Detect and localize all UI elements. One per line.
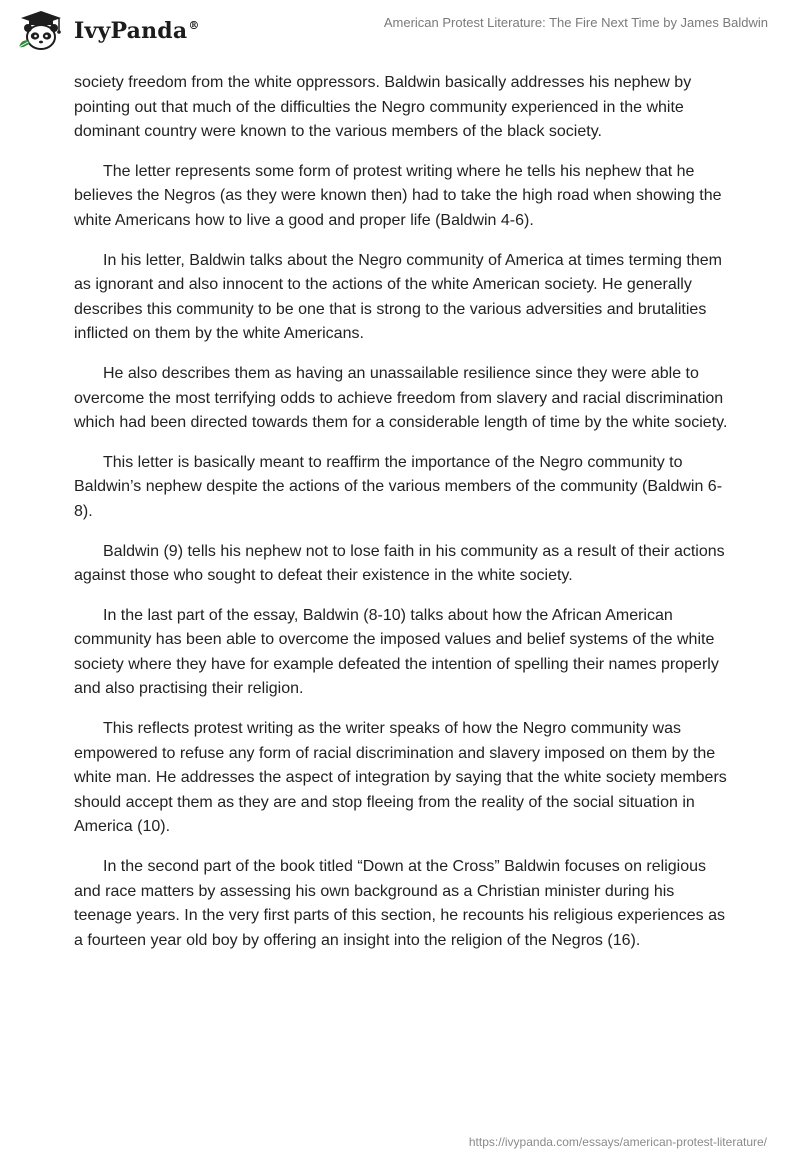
source-url[interactable]: https://ivypanda.com/essays/american-protest-literature/	[468, 1135, 767, 1149]
logo-wordmark	[74, 18, 200, 44]
paragraph-7: In the last part of the essay, Baldwin (8-10) talks about how the African American community has been able to overcome the imposed values and belief systems of the white society where they have for example defeated the intention of spelling their names properly and also practising their religion.	[74, 606, 719, 698]
document-title: American Protest Literature: The Fire Next Time by James Baldwin	[383, 15, 768, 30]
panda-graduate-icon	[14, 9, 68, 53]
page-header	[0, 0, 800, 60]
paragraph-5: This letter is basically meant to reaffirm the importance of the Negro community to Baldwin’s nephew despite the actions of the various members of the community (Baldwin 6-8).	[74, 453, 723, 520]
paragraph-9: In the second part of the book titled “Down at the Cross” Baldwin focuses on religious and race matters by assessing his own background as a Christian minister during his teenage years. In the very first parts of this section, he recounts his religious experiences as a fourteen year old boy by offering an insight into the religion of the Negros (16).	[74, 858, 725, 949]
paragraph-4: He also describes them as having an unassailable resilience since they were able to overcome the most terrifying odds to achieve freedom from slavery and racial discrimination which had been directed towards them for a considerable length of time by the white society.	[74, 364, 728, 432]
logo-text: IvyPanda	[74, 18, 188, 44]
ivypanda-logo[interactable]	[14, 9, 200, 53]
essay-body	[74, 71, 734, 968]
paragraph-8: This reflects protest writing as the writer speaks of how the Negro community was empowered to refuse any form of racial discrimination and slavery imposed on them by the white man. He addresses the aspect of integration by saying that the white society members should accept them as they are and stop fleeing from the reality of the social situation in America (10).	[74, 720, 727, 836]
paragraph-1: society freedom from the white oppressors. Baldwin basically addresses his nephew by pointing out that much of the difficulties the Negro community experienced in the white dominant country were known to the various members of the black society.	[74, 74, 692, 141]
paragraph-6: Baldwin (9) tells his nephew not to lose faith in his community as a result of their actions against those who sought to defeat their existence in the white society.	[74, 542, 725, 585]
paragraph-2: The letter represents some form of protest writing where he tells his nephew that he believes the Negros (as they were known then) had to take the high road when showing the white Americans how to live a good and proper life (Baldwin 4-6).	[74, 162, 722, 229]
paragraph-3: In his letter, Baldwin talks about the Negro community of America at times terming them as ignorant and also innocent to the actions of the white American society. He generally describes this community to be one that is strong to the various adversities and brutalities inflicted on them by the white Americans.	[74, 251, 722, 343]
registered-mark: ®	[188, 19, 200, 32]
